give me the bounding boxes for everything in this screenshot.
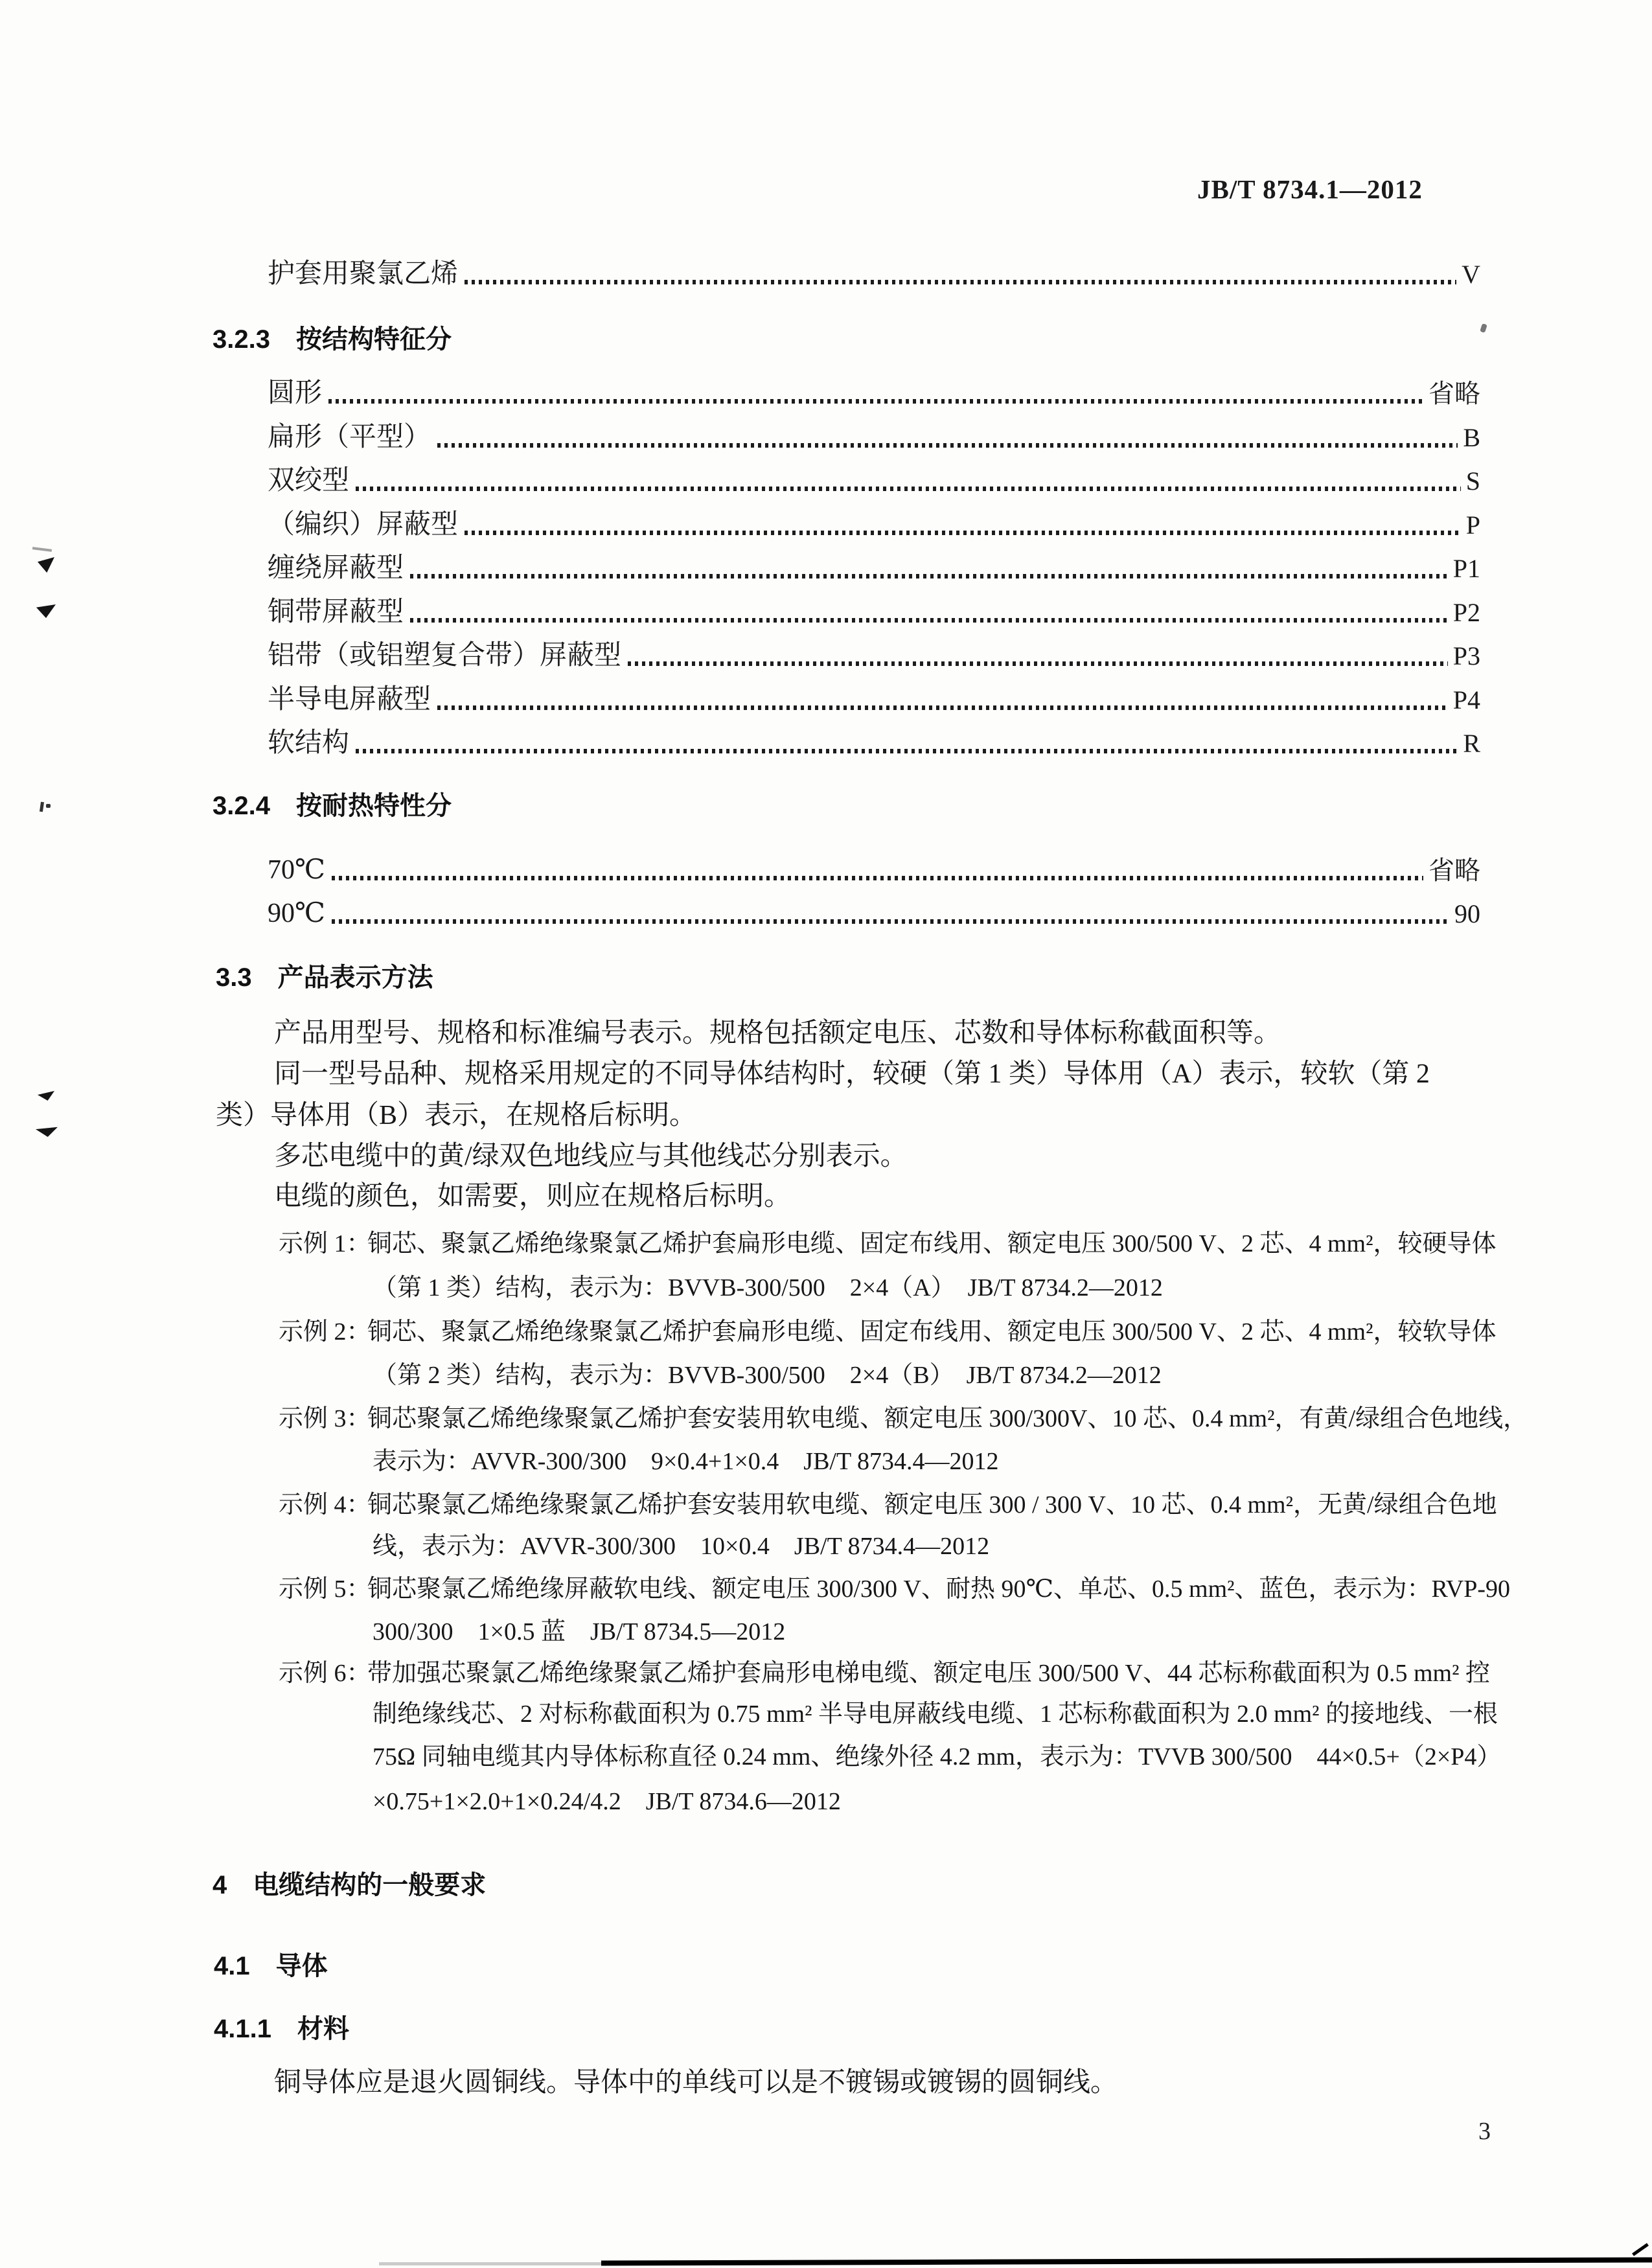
example-line: 铜芯、聚氯乙烯绝缘聚氯乙烯护套扁形电缆、固定布线用、额定电压 300/500 V、2 芯、4 mm²，较软导体 (367, 1318, 1497, 1346)
leader-label: （编织）屏蔽型 (268, 510, 459, 540)
dotted-leader (437, 705, 1448, 710)
example-label: 示例 5： (279, 1575, 371, 1603)
dotted-leader (410, 618, 1448, 623)
scan-artifact (32, 547, 52, 552)
scan-artifact (38, 557, 54, 573)
example-line: 带加强芯聚氯乙烯绝缘聚氯乙烯护套扁形电梯电缆、额定电压 300/500 V、44 芯标称截面积为 0.5 mm² 控 (367, 1660, 1491, 1687)
example-line: 线，表示为：AVVR-300/300 10×0.4 JB/T 8734.4—2012 (373, 1533, 990, 1560)
leader-row (268, 683, 1480, 715)
example-line: 铜芯聚氯乙烯绝缘聚氯乙烯护套安装用软电缆、额定电压 300 / 300 V、10 芯、0.4 mm²，无黄/绿组合色地 (367, 1491, 1497, 1518)
section-heading-3-2-3 (212, 319, 452, 356)
dotted-leader (332, 876, 1423, 880)
leader-label: 半导电屏蔽型 (268, 685, 431, 715)
example-line: （第 2 类）结构，表示为：BVVB-300/500 2×4（B） JB/T 8734.2—2012 (373, 1362, 1162, 1389)
dotted-leader (465, 280, 1456, 284)
leader-label: 软结构 (268, 728, 350, 758)
leader-label: 护套用聚氯乙烯 (268, 259, 459, 289)
paragraph: 产品用型号、规格和标准编号表示。规格包括额定电压、芯数和导体标称截面积等。 (274, 1018, 1281, 1048)
scan-edge-line (379, 2262, 609, 2265)
example-label: 示例 6： (279, 1660, 371, 1687)
page-number: 3 (1478, 2118, 1491, 2145)
leader-code: R (1463, 729, 1480, 758)
dotted-leader (356, 749, 1458, 753)
leader-label: 圆形 (268, 378, 323, 408)
example-line: ×0.75+1×2.0+1×0.24/4.2 JB/T 8734.6—2012 (373, 1788, 841, 1815)
page-header-standard-number: JB/T 8734.1—2012 (1197, 174, 1423, 204)
leader-code: P2 (1452, 598, 1480, 627)
dotted-leader (410, 574, 1448, 578)
scan-artifact (46, 804, 51, 808)
section-heading-4 (212, 1864, 486, 1901)
leader-code: P1 (1452, 554, 1480, 583)
paragraph-line: 同一型号品种、规格采用规定的不同导体结构时，较硬（第 1 类）导体用（A）表示，较软（第 2 (274, 1059, 1430, 1089)
dotted-leader (332, 919, 1449, 924)
leader-code: P3 (1452, 641, 1480, 670)
example-label: 示例 2： (279, 1318, 371, 1346)
leader-row (268, 552, 1480, 583)
section-number: 4 (212, 1871, 227, 1899)
paragraph: 铜导体应是退火圆铜线。导体中的单线可以是不镀锡或镀锡的圆铜线。 (274, 2068, 1118, 2098)
example-line: 铜芯、聚氯乙烯绝缘聚氯乙烯护套扁形电缆、固定布线用、额定电压 300/500 V、2 芯、4 mm²，较硬导体 (367, 1230, 1497, 1257)
leader-label: 铜带屏蔽型 (268, 597, 404, 627)
example-line: 铜芯聚氯乙烯绝缘屏蔽软电线、额定电压 300/300 V、耐热 90℃、单芯、0.5 mm²、蓝色，表示为：RVP-90 (367, 1575, 1511, 1603)
paragraph: 电缆的颜色，如需要，则应在规格后标明。 (274, 1182, 792, 1211)
leader-code: P (1465, 510, 1480, 540)
leader-code: B (1463, 423, 1480, 452)
scan-edge-line (1632, 2243, 1649, 2256)
section-number: 3.2.3 (212, 325, 270, 354)
example-line: 300/300 1×0.5 蓝 JB/T 8734.5—2012 (373, 1618, 786, 1645)
leader-row (268, 639, 1480, 670)
scan-artifact (36, 1126, 58, 1137)
section-title: 产品表示方法 (277, 963, 433, 992)
paragraph: 多芯电缆中的黄/绿双色地线应与其他线芯分别表示。 (274, 1141, 908, 1171)
leader-row-sheath-pvc (268, 258, 1480, 289)
section-number: 4.1 (214, 1952, 250, 1980)
example-line: 75Ω 同轴电缆其内导体标称直径 0.24 mm、绝缘外径 4.2 mm，表示为：TVVB 300/500 44×0.5+（2×P4） (373, 1743, 1502, 1770)
section-heading-3-3 (216, 957, 433, 994)
section-title: 材料 (297, 2015, 349, 2043)
scan-edge-line (601, 2257, 1652, 2265)
leader-label: 铝带（或铝塑复合带）屏蔽型 (268, 641, 622, 670)
leader-code: 省略 (1428, 856, 1480, 885)
dotted-leader (328, 399, 1423, 404)
dotted-leader (465, 531, 1461, 535)
section-heading-4-1 (214, 1945, 328, 1982)
leader-row (268, 727, 1480, 758)
section-number: 3.2.4 (212, 792, 270, 820)
example-line: 表示为：AVVR-300/300 9×0.4+1×0.4 JB/T 8734.4—2012 (373, 1448, 999, 1475)
section-heading-4-1-1 (214, 2008, 349, 2045)
example-line: 铜芯聚氯乙烯绝缘聚氯乙烯护套安装用软电缆、额定电压 300/300V、10 芯、0.4 mm²，有黄/绿组合色地线， (367, 1405, 1528, 1432)
section-title: 电缆结构的一般要求 (253, 1871, 487, 1899)
example-line: 制绝缘线芯、2 对标称截面积为 0.75 mm² 半导电屏蔽线电缆、1 芯标称截面积为 2.0 mm² 的接地线、一根 (373, 1701, 1498, 1728)
paragraph-line: 类）导体用（B）表示，在规格后标明。 (216, 1101, 697, 1130)
leader-label: 扁形（平型） (268, 422, 431, 452)
section-title: 导体 (275, 1952, 328, 1980)
leader-code: S (1465, 466, 1480, 496)
leader-row (268, 897, 1480, 928)
leader-code: P4 (1452, 685, 1480, 715)
leader-label: 70℃ (268, 855, 325, 885)
leader-label: 缠绕屏蔽型 (268, 553, 404, 583)
example-label: 示例 4： (279, 1491, 371, 1518)
leader-row (268, 377, 1480, 408)
scan-artifact (1480, 323, 1487, 333)
leader-row (268, 421, 1480, 452)
leader-row (268, 509, 1480, 540)
dotted-leader (628, 661, 1448, 666)
leader-label: 90℃ (268, 899, 325, 928)
scan-artifact (38, 1091, 54, 1101)
leader-row (268, 464, 1480, 496)
example-line: （第 1 类）结构，表示为：BVVB-300/500 2×4（A） JB/T 8734.2—2012 (373, 1274, 1163, 1301)
dotted-leader (356, 487, 1461, 491)
example-label: 示例 1： (279, 1230, 371, 1257)
example-label: 示例 3： (279, 1405, 371, 1432)
section-number: 4.1.1 (214, 2015, 271, 2043)
leader-code: V (1462, 260, 1480, 289)
section-title: 按耐热特性分 (295, 792, 452, 820)
scan-artifact (40, 802, 44, 812)
scan-artifact (36, 604, 56, 618)
section-heading-3-2-4 (212, 785, 452, 822)
section-title: 按结构特征分 (295, 325, 452, 354)
leader-code: 省略 (1428, 379, 1480, 408)
leader-label: 双绞型 (268, 466, 350, 496)
leader-code: 90 (1454, 899, 1480, 928)
leader-row (268, 596, 1480, 627)
leader-row (268, 854, 1480, 885)
section-number: 3.3 (216, 963, 252, 992)
dotted-leader (437, 443, 1458, 448)
